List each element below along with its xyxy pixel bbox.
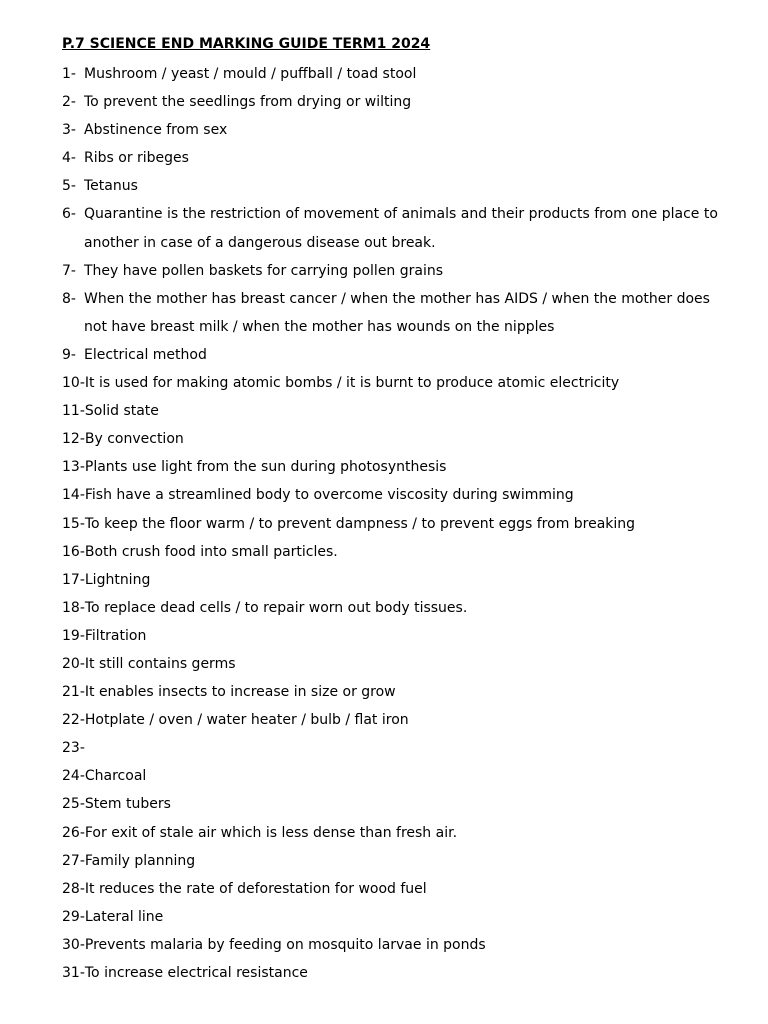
- answer-number: 21-: [62, 684, 85, 701]
- answer-text: Hotplate / oven / water heater / bulb / flat iron: [84, 712, 409, 729]
- list-item: [62, 622, 732, 650]
- answer-number: 28-: [62, 880, 85, 897]
- answer-list: [62, 60, 732, 987]
- list-item: [62, 425, 732, 453]
- answer-number: 30-: [62, 936, 85, 953]
- answer-text: Solid state: [84, 403, 159, 420]
- answer-text: To keep the floor warm / to prevent dampness / to prevent eggs from breaking: [84, 515, 636, 532]
- answer-number: 15-: [62, 515, 85, 532]
- list-item: [62, 481, 732, 509]
- answer-number: 17-: [62, 571, 85, 588]
- answer-number: 2-: [62, 94, 76, 111]
- answer-number: 25-: [62, 796, 85, 813]
- list-item: [62, 762, 732, 790]
- answer-number: 26-: [62, 824, 85, 841]
- list-item: [62, 847, 732, 875]
- answer-text: By convection: [84, 431, 184, 448]
- list-item: [62, 341, 732, 369]
- answer-text: Charcoal: [84, 768, 147, 785]
- answer-text: Tetanus: [84, 178, 138, 195]
- answer-text: To increase electrical resistance: [84, 965, 308, 981]
- answer-text: Filtration: [84, 627, 147, 644]
- answer-number: 12-: [62, 431, 85, 448]
- answer-text: Ribs or ribeges: [84, 150, 189, 167]
- list-item: [62, 257, 732, 285]
- answer-text: To prevent the seedlings from drying or wilting: [84, 94, 412, 111]
- answer-number: 5-: [62, 178, 76, 195]
- answer-text: Fish have a streamlined body to overcome viscosity during swimming: [84, 487, 574, 504]
- answer-number: 16-: [62, 543, 85, 560]
- answer-text: Stem tubers: [84, 796, 171, 813]
- list-item: [62, 285, 732, 341]
- answer-number: 19-: [62, 627, 85, 644]
- answer-text: For exit of stale air which is less dense than fresh air.: [84, 824, 458, 841]
- answer-text: Lateral line: [84, 908, 164, 925]
- list-item: [62, 510, 732, 538]
- answer-text: Lightning: [84, 571, 151, 588]
- list-item: [62, 453, 732, 481]
- list-item: [62, 60, 732, 88]
- list-item: [62, 88, 732, 116]
- answer-number: 7-: [62, 262, 76, 279]
- list-item: [62, 369, 732, 397]
- answer-text: They have pollen baskets for carrying pollen grains: [84, 262, 444, 279]
- answer-text: It still contains germs: [84, 655, 236, 672]
- answer-number: 6-: [62, 206, 76, 223]
- answer-text: Both crush food into small particles.: [84, 543, 338, 560]
- list-item: [62, 538, 732, 566]
- answer-number: 13-: [62, 459, 85, 476]
- answer-text: Quarantine is the restriction of movement of animals and their products from one place to another in case of a dangerous disease out break.: [84, 206, 718, 251]
- list-item: [62, 594, 732, 622]
- list-item: [62, 790, 732, 818]
- list-item: [62, 959, 732, 987]
- list-item: [62, 144, 732, 172]
- answer-number: 10-: [62, 375, 85, 392]
- answer-text: When the mother has breast cancer / when the mother has AIDS / when the mother does not have breast milk / when the mother has wounds on the nipples: [84, 290, 710, 335]
- answer-number: 23-: [62, 740, 85, 757]
- list-item: [62, 678, 732, 706]
- answer-number: 11-: [62, 403, 85, 420]
- answer-text: Plants use light from the sun during photosynthesis: [84, 459, 447, 476]
- answer-number: 3-: [62, 122, 76, 139]
- list-item: [62, 875, 732, 903]
- answer-text: Abstinence from sex: [84, 122, 228, 139]
- list-item: [62, 706, 732, 734]
- list-item: [62, 734, 732, 762]
- list-item: [62, 903, 732, 931]
- answer-number: 4-: [62, 150, 76, 167]
- list-item: [62, 172, 732, 200]
- answer-number: 20-: [62, 655, 85, 672]
- answer-number: 9-: [62, 346, 76, 363]
- answer-number: 18-: [62, 599, 85, 616]
- list-item: [62, 566, 732, 594]
- list-item: [62, 116, 732, 144]
- answer-text: It is used for making atomic bombs / it is burnt to produce atomic electricity: [84, 375, 620, 392]
- answer-number: 14-: [62, 487, 85, 504]
- answer-number: 24-: [62, 768, 85, 785]
- answer-text: Mushroom / yeast / mould / puffball / toad stool: [84, 66, 417, 82]
- answer-number: 31-: [62, 965, 85, 981]
- page-title: P.7 SCIENCE END MARKING GUIDE TERM1 2024: [62, 36, 431, 52]
- answer-number: 29-: [62, 908, 85, 925]
- answer-number: 22-: [62, 712, 85, 729]
- answer-text: It enables insects to increase in size or grow: [84, 684, 396, 701]
- answer-number: 8-: [62, 290, 76, 307]
- answer-number: 1-: [62, 66, 76, 82]
- list-item: [62, 200, 732, 256]
- answer-text: To replace dead cells / to repair worn out body tissues.: [84, 599, 468, 616]
- list-item: [62, 650, 732, 678]
- answer-text: It reduces the rate of deforestation for wood fuel: [84, 880, 427, 897]
- list-item: [62, 819, 732, 847]
- answer-number: 27-: [62, 852, 85, 869]
- answer-text: Prevents malaria by feeding on mosquito larvae in ponds: [84, 936, 486, 953]
- answer-text: Electrical method: [84, 346, 207, 363]
- list-item: [62, 931, 732, 959]
- list-item: [62, 397, 732, 425]
- answer-text: Family planning: [84, 852, 196, 869]
